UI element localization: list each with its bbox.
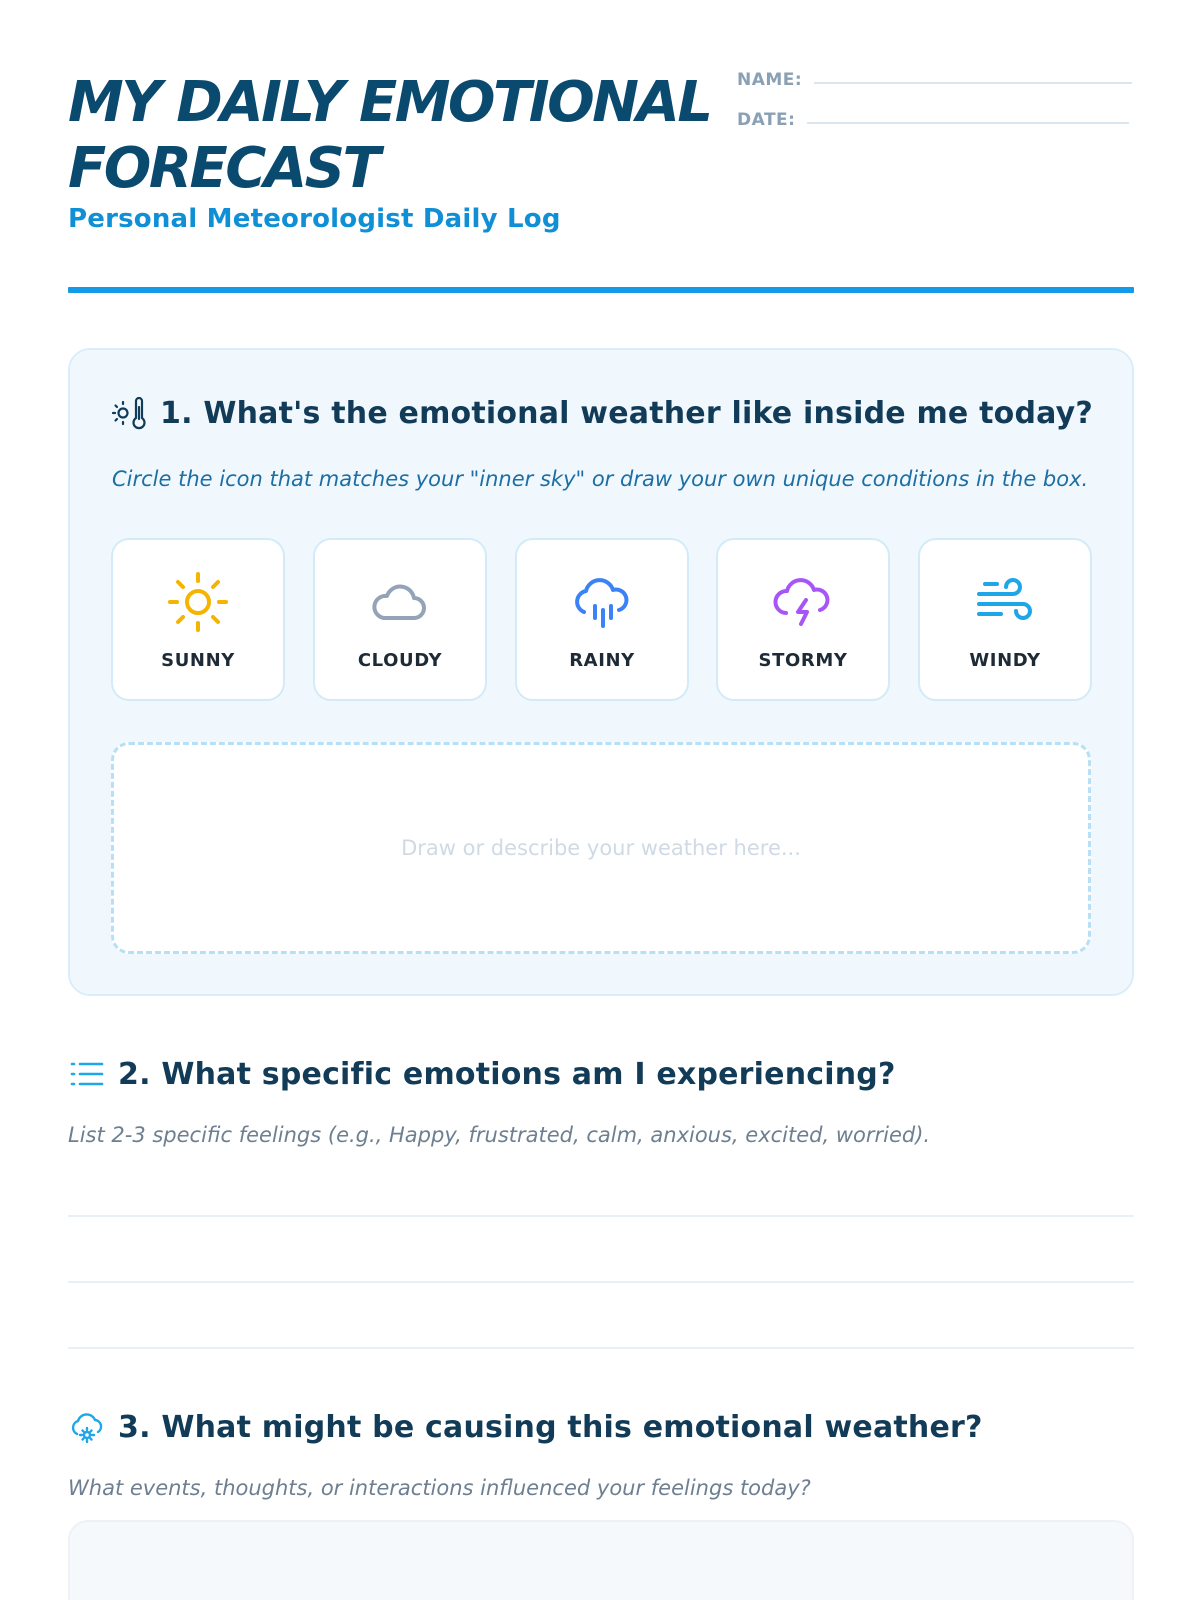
question-1 [110, 394, 1093, 432]
sun-thermometer-icon [110, 394, 148, 432]
wind-icon [971, 568, 1039, 636]
cloud-icon [366, 568, 434, 636]
question-3 [68, 1408, 983, 1446]
answer-line[interactable] [68, 1215, 1134, 1217]
name-input-line[interactable] [814, 82, 1132, 84]
drawing-area-placeholder: Draw or describe your weather here... [401, 836, 801, 860]
question-1-instruction: Circle the icon that matches your "inner sky" or draw your own unique conditions in the box. [112, 467, 1089, 491]
causes-answer-box[interactable] [68, 1520, 1134, 1600]
name-field[interactable] [737, 70, 1132, 90]
list-icon [68, 1055, 106, 1093]
weather-label-windy: WINDY [969, 650, 1041, 671]
weather-drawing-area[interactable] [111, 742, 1091, 954]
weather-option-sunny[interactable] [111, 538, 285, 701]
weather-label-sunny: SUNNY [161, 650, 235, 671]
weather-label-cloudy: CLOUDY [357, 650, 443, 671]
date-input-line[interactable] [807, 122, 1129, 124]
page-title: MY DAILY EMOTIONAL FORECAST [68, 70, 711, 201]
question-3-text: 3. What might be causing this emotional weather? [118, 1409, 983, 1445]
weather-option-stormy[interactable] [716, 538, 890, 701]
question-1-text: 1. What's the emotional weather like inside me today? [160, 395, 1093, 431]
weather-label-stormy: STORMY [758, 650, 848, 671]
date-field[interactable] [737, 110, 1129, 130]
rain-cloud-icon [568, 568, 636, 636]
weather-option-windy[interactable] [918, 538, 1092, 701]
question-2-instruction: List 2-3 specific feelings (e.g., Happy, frustrated, calm, anxious, excited, worried). [68, 1123, 931, 1147]
answer-line[interactable] [68, 1281, 1134, 1283]
weather-option-cloudy[interactable] [313, 538, 487, 701]
question-3-instruction: What events, thoughts, or interactions influenced your feelings today? [68, 1476, 811, 1500]
weather-label-rainy: RAINY [569, 650, 635, 671]
question-2 [68, 1055, 896, 1093]
sun-icon [164, 568, 232, 636]
weather-option-rainy[interactable] [515, 538, 689, 701]
answer-line[interactable] [68, 1347, 1134, 1349]
page-subtitle: Personal Meteorologist Daily Log [68, 204, 561, 234]
cloud-gear-icon [68, 1408, 106, 1446]
name-label: NAME: [737, 70, 803, 90]
header-divider [68, 287, 1134, 293]
question-2-text: 2. What specific emotions am I experiencing? [118, 1056, 896, 1092]
date-label: DATE: [737, 110, 796, 130]
storm-cloud-icon [769, 568, 837, 636]
